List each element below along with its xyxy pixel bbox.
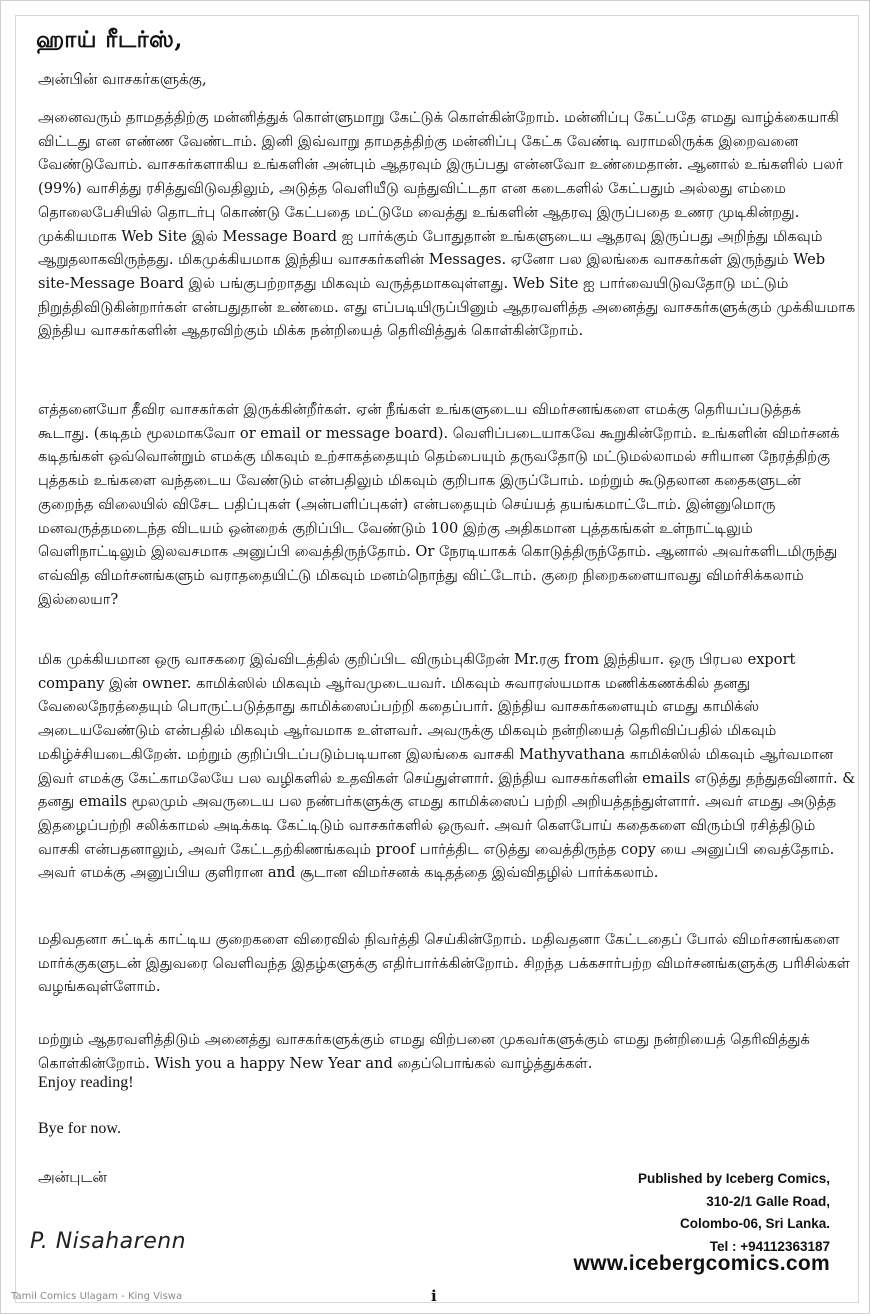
closing-regards: அன்புடன் bbox=[38, 1168, 107, 1186]
paragraph-feedback-request: எத்தனையோ தீவிர வாசகர்கள் இருக்கின்றீர்கள். ஏன் நீங்கள் உங்களுடைய விமர்சனங்களை எமக்கு தெரியப்படுத்தக் கூடாது. (கடிதம் மூலமாகவோ or email or message board). வெளிப்படையாகவே கூறுகின்றோம். உங்களின் விமர்சனக் கடிதங்கள் ஒவ்வொன்றும் எமக்கு மிகவும் உற்சாகத்தையும் தெம்பையும் தருவதோடு மட்டுமல்லாமல் சரியான நேரத்திற்கு புத்தகம் உங்களை வந்தடைய வேண்டும் என்பதிலும் மிகவும் குறிபாக இருப்போம். மற்றும் கூடுதலான கதைகளுடன் குறைந்த விலையில் விசேட பதிப்புகள் (அன்பளிப்புகள்) என்பதையும் செய்யத் தயங்கமாட்டோம். இன்னுமொரு மனவருத்தமடைந்த விடயம் ஒன்றைக் குறிப்பிட வேண்டும் 100 இற்கு அதிகமான புத்தகங்கள் உள்நாட்டிலும் வெளிநாட்டிலும் இலவசமாக அனுப்பி வைத்திருந்தோம். Or நேரடியாகக் கொடுத்திருந்தோம். ஆனால் அவர்களிடமிருந்து எவ்வித விமர்சனங்களும் வராததையிட்டு மிகவும் மனம்நொந்து விட்டோம். குறை நிறைகளையாவது விமர்சிக்கலாம் இல்லையா? bbox=[38, 401, 840, 608]
signature: P. Nisaharenn bbox=[30, 1229, 187, 1254]
salutation: அன்பின் வாசகர்களுக்கு, bbox=[38, 70, 207, 88]
greeting-heading: ஹாய் ரீடர்ஸ், bbox=[36, 26, 183, 53]
paragraph-improvements: மதிவதனா சுட்டிக் காட்டிய குறைகளை விரைவில் நிவர்த்தி செய்கின்றோம். மதிவதனா கேட்டதைப் போல் விமர்சனங்களை மார்க்குகளுடன் இதுவரை வெளிவந்த இதழ்களுக்கு எதிர்பார்க்கின்றோம். சிறந்த பக்கசார்பற்ற விமர்சனங்களுக்கு பரிசில்கள் வழங்கவுள்ளோம். bbox=[38, 931, 850, 996]
paragraph-apology: அனைவரும் தாமதத்திற்கு மன்னித்துக் கொள்ளுமாறு கேட்டுக் கொள்கின்றோம். மன்னிப்பு கேட்பதே எமது வாழ்க்கையாகி விட்டது என எண்ண வேண்டாம். இனி இவ்வாறு தாமதத்திற்கு மன்னிப்பு கேட்க வேண்டி வராமலிருக்க இறைவனை வேண்டுவோம். வாசகர்களாகிய உங்களின் அன்பும் ஆதரவும் இருப்பது என்னவோ உண்மைதான். ஆனால் உங்களில் பலர் (99%) வாசித்து ரசித்துவிடுவதிலும், அடுத்த வெளியீடு வந்துவிட்டதா என கடைகளில் கேட்பதும் அல்லது எம்மை தொலைபேசியில் தொடர்பு கொண்டு கேட்பதை மட்டுமே வைத்து உங்களின் ஆதரவு இருப்பதை உணர முடிகின்றது. முக்கியமாக Web Site இல் Message Board ஐ பார்க்கும் போதுதான் உங்களுடைய ஆதரவு இருப்பது அறிந்து மிகவும் ஆறுதலாகவிருந்தது. மிகமுக்கியமாக இந்திய வாசகர்களின் Messages. ஏனோ பல இலங்கை வாசகர்கள் இருந்தும் Web site-Message Board இல் பங்குபற்றாதது மிகவும் வருத்தமாகவுள்ளது. Web Site ஐ பார்வையிடுவதோடு மட்டும் நிறுத்திவிடுகின்றார்கள் என்பதுதான் உண்மை. எது எப்படியிருப்பினும் ஆதரவளித்த அனைத்து வாசகர்களுக்கும் முக்கியமாக இந்திய வாசகர்களின் ஆதரவிற்கும் மிக்க நன்றியைத் தெரிவித்துக் கொள்கின்றோம். bbox=[38, 109, 856, 340]
page-number: i bbox=[431, 1287, 437, 1305]
publisher-telephone: Tel : +94112363187 bbox=[709, 1238, 830, 1254]
paragraph-reader-thanks: மிக முக்கியமான ஒரு வாசகரை இவ்விடத்தில் குறிப்பிட விரும்புகிறேன் Mr.ரகு from இந்தியா. ஒரு பிரபல export company இன் owner. காமிக்ஸில் மிகவும் ஆர்வமுடையவர். மிகவும் சுவாரஸ்யமாக மணிக்கணக்கில் தனது வேலைநேரத்தையும் பொருட்படுத்தாது காமிக்ஸைப்பற்றி கதைப்பார். இந்திய வாசகர்களையும் எமது காமிக்ஸ் அடையவேண்டும் என்பதில் மிகவும் ஆர்வமாக உள்ளவர். அவருக்கு மிகவும் நன்றியைத் தெரிவிப்பதில் மிகவும் மகிழ்ச்சியடைகிறேன். மற்றும் குறிப்பிடப்படும்படியான இலங்கை வாசகி Mathyvathana காமிக்ஸில் மிகவும் ஆர்வமான இவர் எமக்கு கேட்காமலேயே பல வழிகளில் உதவிகள் செய்துள்ளார். இந்திய வாசகர்களின் emails எடுத்து தந்துதவினார். & தனது emails மூலமும் அவருடைய பல நண்பர்களுக்கு எமது காமிக்ஸைப் பற்றி அறியத்தந்துள்ளார். அவர் எமது அடுத்த இதழைப்பற்றி சலிக்காமல் அடிக்கடி கேட்டிடும் வாசகர்களில் ஒருவர். அவர் கௌபோய் கதைகளை விரும்பி ரசித்திடும் வாசகி என்பதனாலும், அவர் கேட்டதற்கிணங்கவும் proof பார்த்திட எடுத்து வைத்திருந்த copy யை அனுப்பி வைத்தோம். அவர் எமக்கு அனுப்பிய குளிரான and சூடான விமர்சனக் கடிதத்தை இவ்விதழில் பார்க்கலாம். bbox=[38, 651, 856, 882]
bye-line: Bye for now. bbox=[38, 1120, 121, 1137]
page-frame bbox=[15, 15, 859, 1303]
publisher-address-line-1: 310-2/1 Galle Road, bbox=[706, 1193, 830, 1209]
publisher-address-line-2: Colombo-06, Sri Lanka. bbox=[679, 1216, 830, 1231]
publisher-name: Published by Iceberg Comics, bbox=[637, 1171, 830, 1186]
enjoy-reading-line: Enjoy reading! bbox=[38, 1074, 134, 1091]
publisher-block bbox=[638, 1168, 830, 1258]
watermark-credit: Tamil Comics Ulagam - King Viswa bbox=[11, 1291, 183, 1302]
paragraph-new-year-wishes: மற்றும் ஆதரவளித்திடும் அனைத்து வாசகர்களுக்கும் எமது விற்பனை முகவர்களுக்கும் எமது நன்றியைத் தெரிவித்துக் கொள்கின்றோம். Wish you a happy New Year and தைப்பொங்கல் வாழ்த்துக்கள். bbox=[38, 1031, 810, 1072]
publisher-website: www.icebergcomics.com bbox=[573, 1252, 830, 1275]
